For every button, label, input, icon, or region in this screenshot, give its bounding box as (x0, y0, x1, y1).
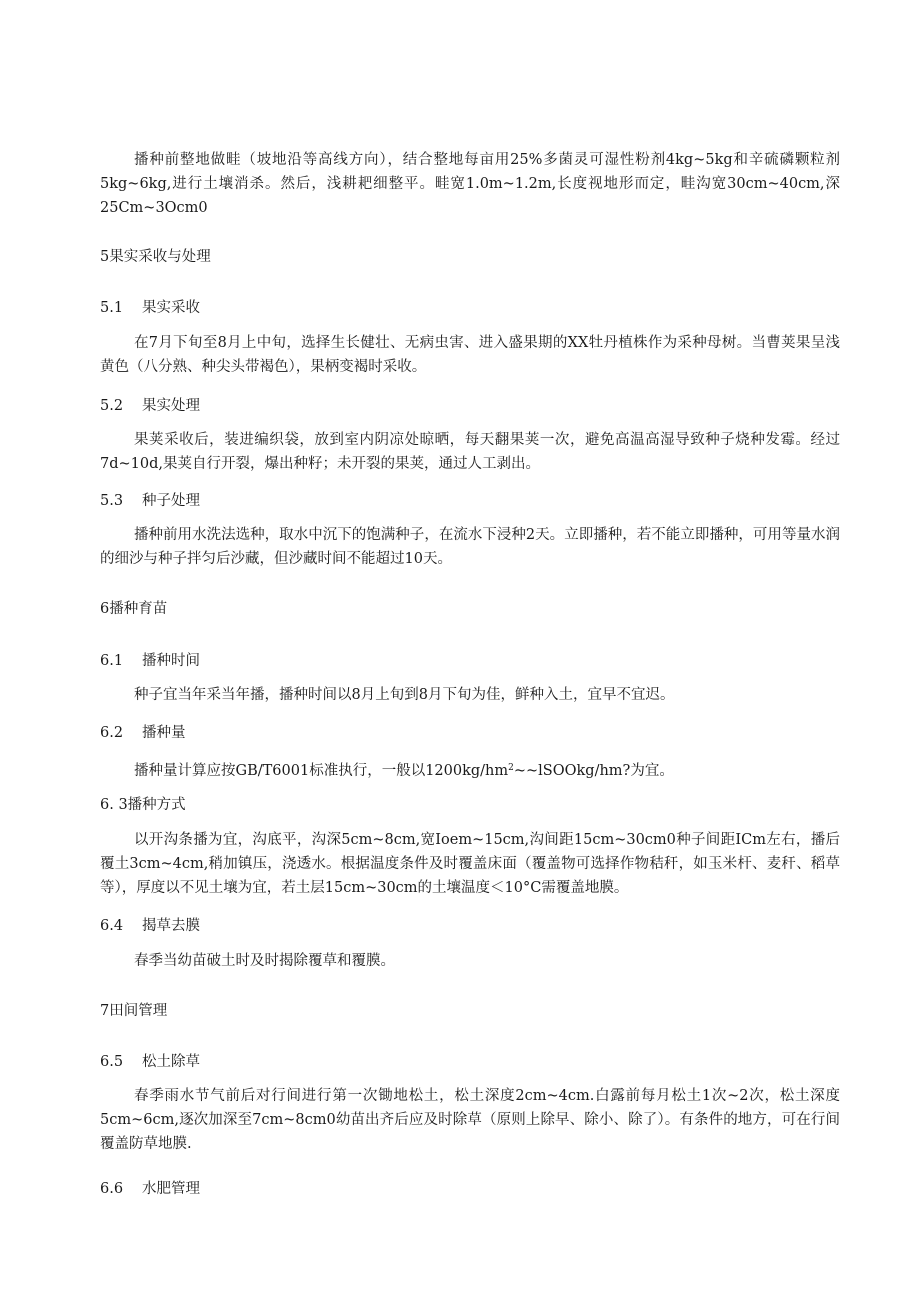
subsection-title: 播种量 (142, 725, 186, 741)
subsection-5-1-text: 在7月下旬至8月上中旬，选择生长健壮、无病虫害、进入盛果期的XX牡丹植株作为采种母树。当曹荚果呈浅黄色（八分熟、种尖头带褐色），果柄变褐时采收。 (100, 335, 840, 375)
subsection-title: 松土除草 (142, 1054, 200, 1070)
subsection-title: 种子处理 (142, 493, 200, 509)
subsection-title: 播种时间 (142, 653, 200, 669)
subsection-6-2-text (100, 756, 840, 783)
subsection-6-1-text: 种子宜当年采当年播，播种时间以8月上旬到8月下旬为佳，鲜种入土，宜早不宜迟。 (134, 687, 675, 703)
subsection-title: 水肥管理 (142, 1181, 200, 1197)
subsection-number: 5.3 (100, 493, 124, 509)
subsection-6-5-heading (100, 1050, 200, 1074)
subsection-6-6-heading (100, 1177, 200, 1201)
subsection-6-2-heading (100, 721, 186, 745)
intro-paragraph: 播种前整地做畦（坡地沿等高线方向），结合整地每亩用25%多菌灵可湿性粉剂4kg~5kg和辛硫磷颗粒剂5kg~6kg,进行土壤消杀。然后，浅耕耙细整平。畦宽1.0m~1.2m,长度视地形而定，畦沟宽30cm~40cm,深25Cm~3Ocm0 (100, 152, 840, 216)
subsection-number: 6.1 (100, 653, 124, 669)
superscript: 2 (508, 763, 514, 773)
section-5-heading: 5果实采收与处理 (100, 249, 211, 265)
subsection-6-3-text: 以开沟条播为宜，沟底平，沟深5cm~8cm,宽Ioem~15cm,沟间距15cm~30cm0种子间距ICm左右，播后覆土3cm~4cm,稍加镇压，浇透水。根据温度条件及时覆盖床面（覆盖物可选择作物秸秆，如玉米杆、麦秆、稻草等），厚度以不见土壤为宜，若土层15cm~30cm的土壤温度＜10°C需覆盖地膜。 (100, 832, 840, 896)
subsection-title: 揭草去膜 (142, 918, 200, 934)
subsection-6-1-heading (100, 649, 200, 673)
text-part: ~~lSOOkg/hm?为宜。 (513, 763, 674, 779)
subsection-title: 果实处理 (142, 398, 200, 414)
subsection-6-4-heading (100, 914, 200, 938)
subsection-6-4-text: 春季当幼苗破土时及时揭除覆草和覆膜。 (134, 953, 395, 969)
subsection-5-1-heading (100, 296, 200, 320)
subsection-number: 6.4 (100, 918, 124, 934)
section-7-heading: 7田间管理 (100, 1003, 168, 1019)
subsection-number: 6.2 (100, 725, 124, 741)
subsection-title: 果实采收 (142, 300, 200, 316)
subsection-6-5-text: 春季雨水节气前后对行间进行第一次锄地松土，松土深度2cm~4cm.白露前每月松土1次~2次，松土深度5cm~6cm,逐次加深至7cm~8cm0幼苗出齐后应及时除草（原则上除早、除小、除了）。有条件的地方，可在行间覆盖防草地膜. (100, 1088, 840, 1152)
subsection-number: 5.2 (100, 398, 124, 414)
section-6-heading: 6播种育苗 (100, 601, 168, 617)
subsection-5-2-text: 果荚采收后，装进编织袋，放到室内阴凉处晾晒，每天翻果荚一次，避免高温高湿导致种子烧种发霉。经过7d~10d,果荚自行开裂，爆出种籽；未开裂的果荚，通过人工剥出。 (100, 432, 840, 472)
subsection-number: 6.6 (100, 1181, 124, 1197)
text-part: 播种量计算应按GB/T6001标准执行，一般以1200kg/hm (134, 763, 509, 779)
subsection-5-3-text: 播种前用水洗法选种，取水中沉下的饱满种子，在流水下浸种2天。立即播种，若不能立即播种，可用等量水润的细沙与种子拌匀后沙藏，但沙藏时间不能超过10天。 (100, 527, 840, 567)
subsection-6-3-heading: 6. 3播种方式 (100, 797, 186, 813)
subsection-number: 6.5 (100, 1054, 124, 1070)
subsection-5-3-heading (100, 489, 200, 513)
subsection-5-2-heading (100, 394, 200, 418)
subsection-number: 5.1 (100, 300, 124, 316)
